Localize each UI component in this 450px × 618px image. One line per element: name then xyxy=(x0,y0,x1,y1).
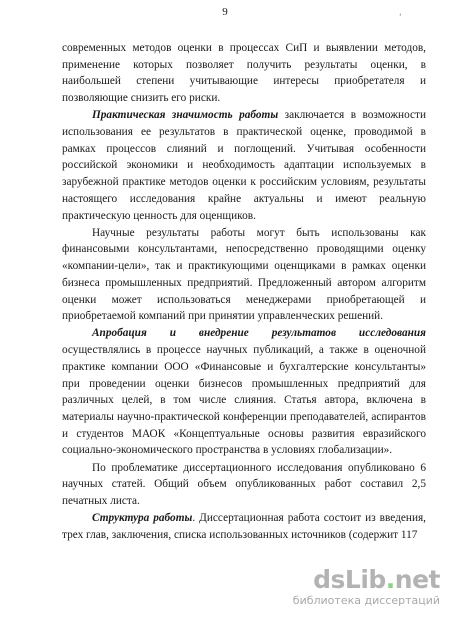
paragraph-lead: Практическая значимость работы xyxy=(92,109,279,122)
watermark-logo-main: dsLib xyxy=(313,565,386,594)
paragraph-text: современных методов оценки в процессах СиП и выявлении методов, применение которых позволяет получить результаты оценки, в наибольшей степени учитывающие интересы приобретателя и позволяющие снизить его риски. xyxy=(62,42,426,105)
paragraph-1 xyxy=(62,40,426,107)
paragraph-text: Научные результаты работы могут быть использованы как финансовыми консультантами, непосредственно проводящими оценку «компании-цели», так и практикующими оценщиками в рамках оценки бизнеса промышленных предприятий. Предложенный автором алгоритм оценки может использоваться менеджерами приобретающей и приобретаемой компаний при принятии управленческих решений. xyxy=(62,226,426,323)
watermark-logo-tld: net xyxy=(394,565,440,594)
paragraph-lead: Апробация и внедрение результатов исследования xyxy=(92,327,426,340)
paragraph-6 xyxy=(62,510,426,543)
paragraph-text: заключается в возможности использования ее результатов в практической оценке, проводимой в рамках процессов слияний и поглощений. Учитывая особенности российской экономики и необходимость адаптации используемых в зарубежной практике методов оценки к российским условиям, результаты настоящего исследования крайне актуальны и имеют реальную практическую ценность для оценщиков. xyxy=(62,109,426,222)
watermark-logo-dot: . xyxy=(385,565,395,594)
paragraph-4 xyxy=(62,325,426,459)
paragraph-5 xyxy=(62,460,426,510)
page-number: 9 xyxy=(222,6,228,18)
paragraph-text: осуществлялись в процессе научных публикаций, а также в оценочной практике компании ООО «Финансовые и бухгалтерские консультанты» при проведении оценки бизнесов промышленных предприятий для различных целей, в том числе слияния. Статья автора, включена в материалы научно-практической конференции преподавателей, аспирантов и студентов МАОК «Концептуальные основы развития евразийского социально-экономического пространства в условиях глобализации». xyxy=(62,344,426,457)
paragraph-3 xyxy=(62,225,426,325)
paragraph-text: . Диссертационная работа состоит из введения, трех глав, заключения, списка использованных источников (содержит 117 xyxy=(62,512,427,541)
watermark-subtitle: библиотека диссертаций xyxy=(292,594,440,607)
watermark-logo xyxy=(270,566,440,594)
paragraph-2 xyxy=(62,107,426,224)
paragraph-text: По проблематике диссертационного исследования опубликовано 6 научных статей. Общий объем опубликованных работ составил 2,5 печатных листа. xyxy=(62,461,426,507)
corner-mark: ‘ xyxy=(399,12,402,21)
paragraph-lead: Структура работы xyxy=(92,512,193,525)
dslib-watermark xyxy=(270,566,440,608)
body-text xyxy=(62,40,426,544)
